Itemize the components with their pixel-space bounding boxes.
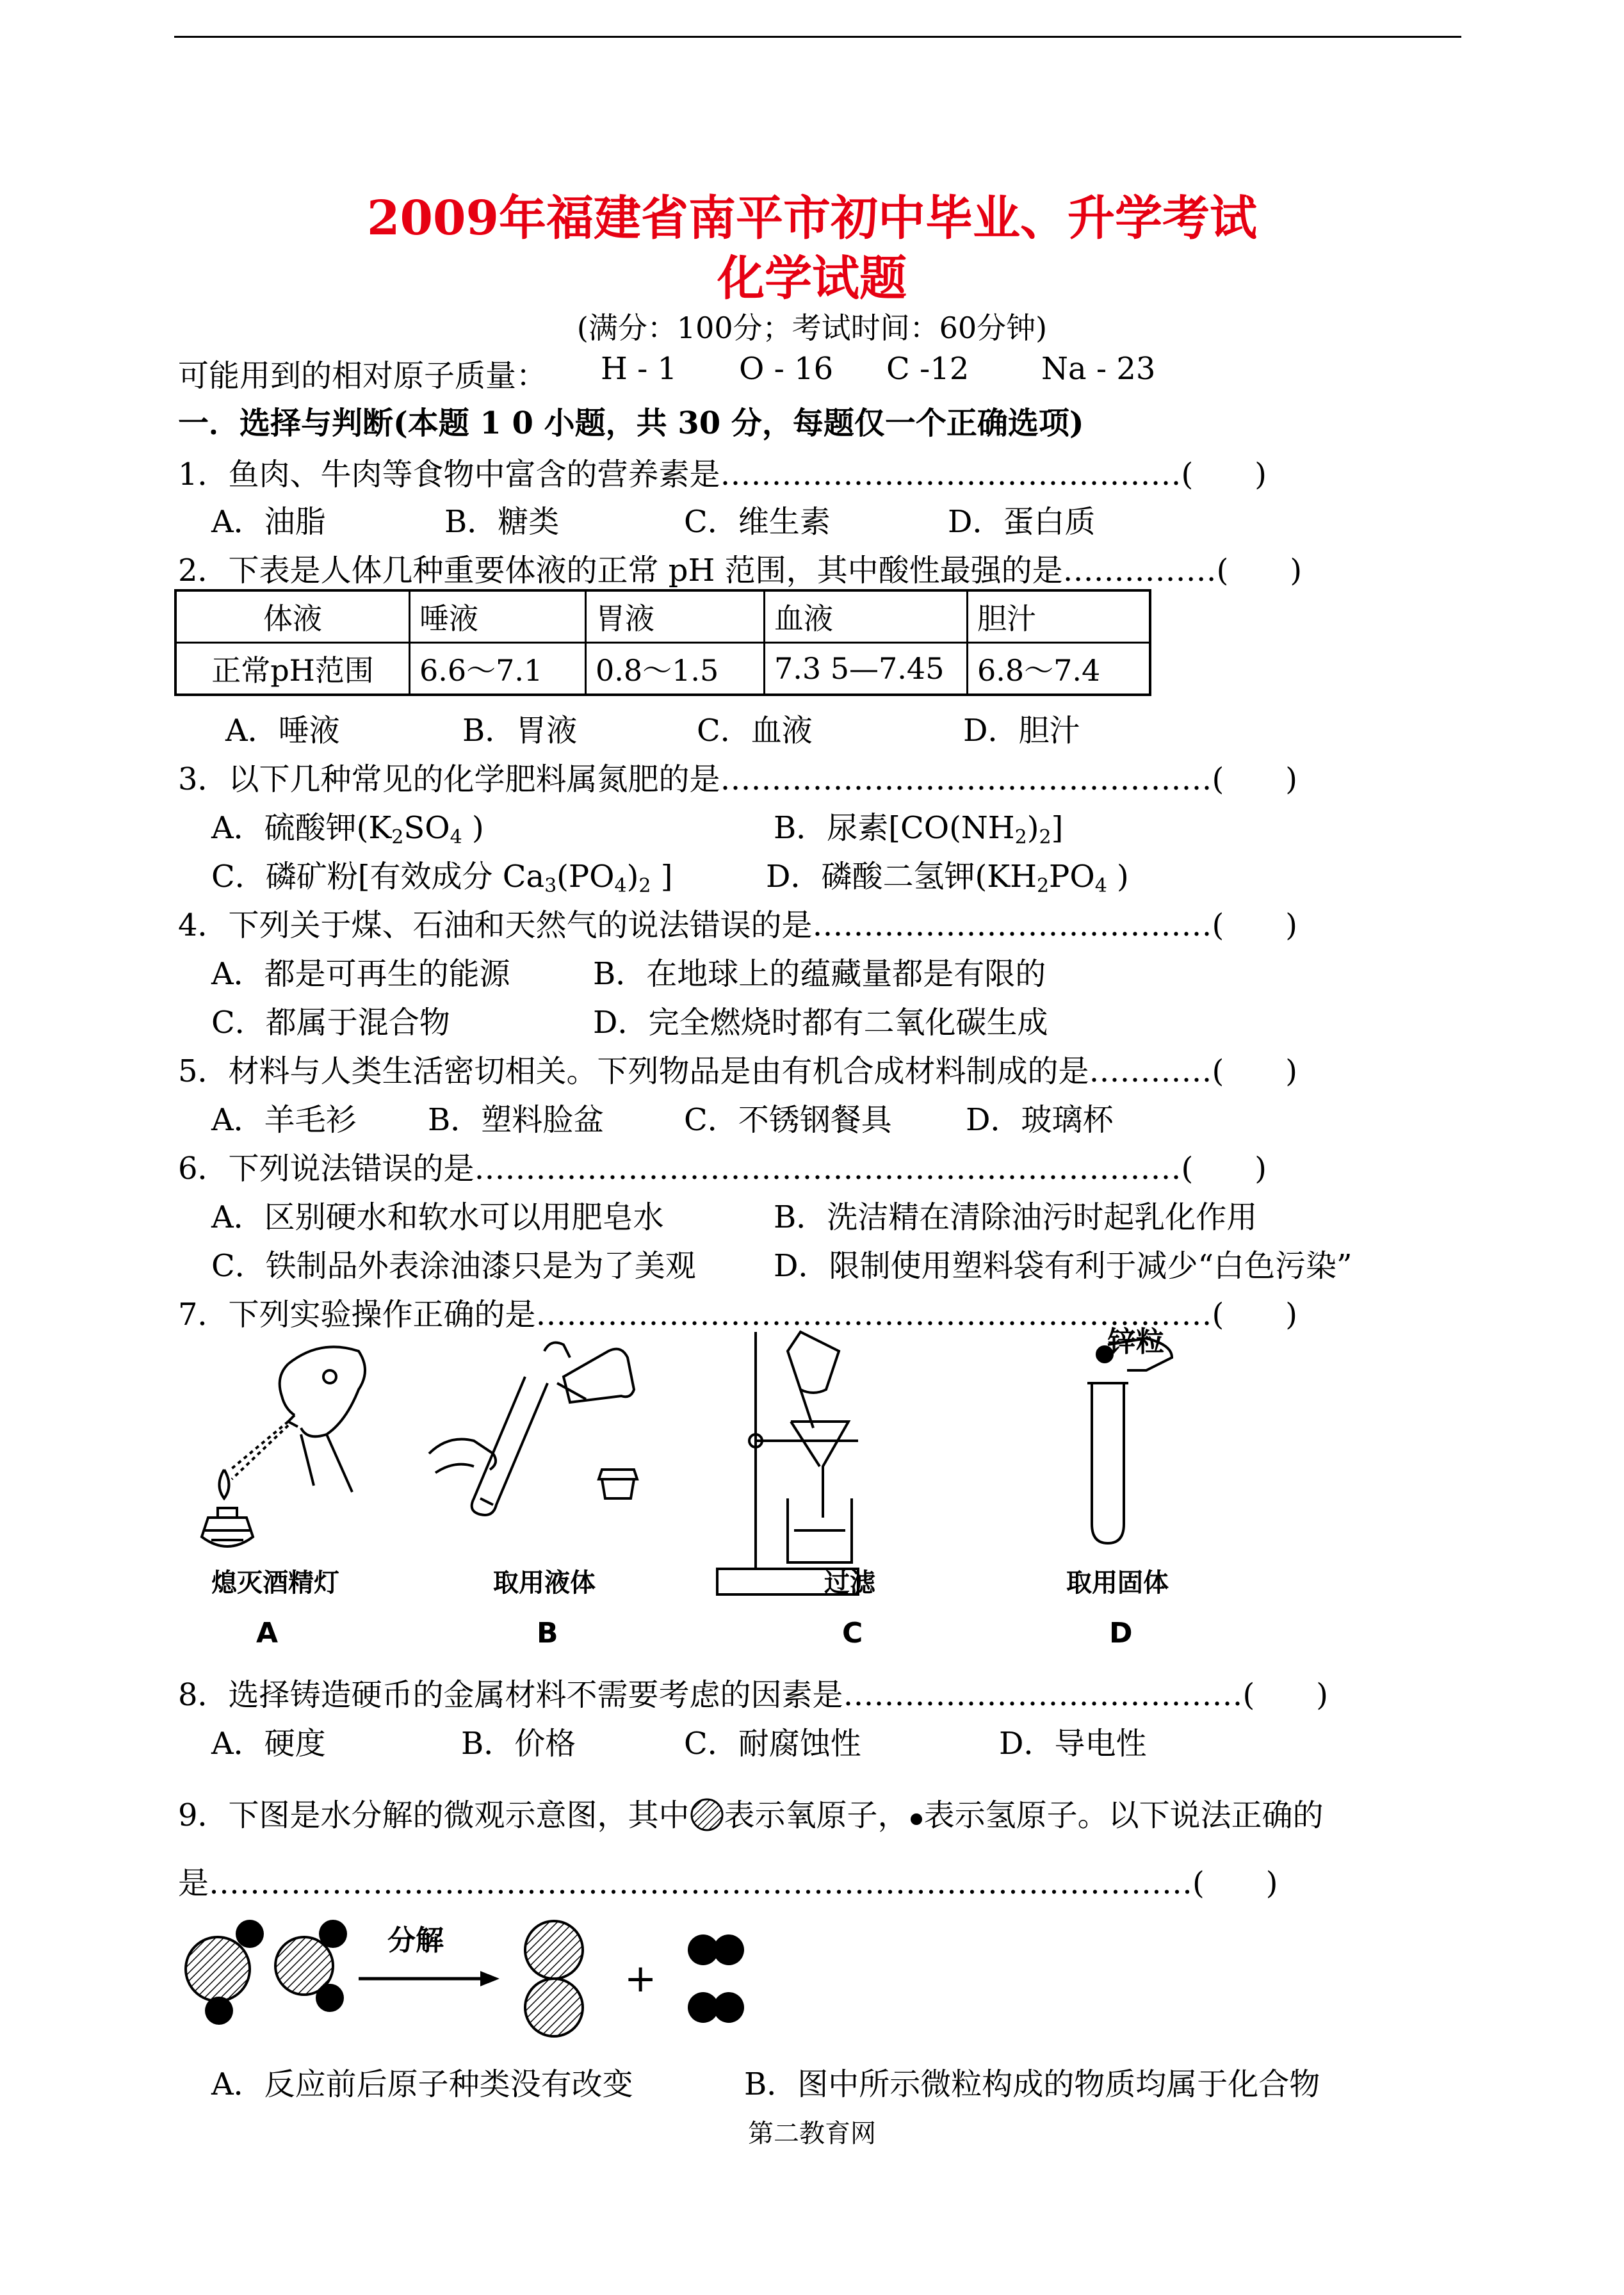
ph-table-row xyxy=(175,643,1150,695)
ph-table-cell: 6.8～7.4 xyxy=(968,643,1151,695)
zinc-label: 锌粒 xyxy=(1108,1326,1164,1358)
atomic-mass-label: 可能用到的相对原子质量： xyxy=(178,358,548,394)
q5-option-c: C．不锈钢餐具 xyxy=(684,1102,892,1138)
q4-stem: 4．下列关于煤、石油和天然气的说法错误的是…………………………………( ) xyxy=(178,907,1297,943)
hydrogen-molecules xyxy=(688,1934,744,2023)
hydrogen-atom-icon xyxy=(909,1812,924,1827)
atomic-mass-h: H - 1 xyxy=(601,351,678,387)
ph-table-cell: 正常pH范围 xyxy=(175,643,410,695)
q1-stem: 1．鱼肉、牛肉等食物中富含的营养素是………………………………………( ) xyxy=(178,457,1267,492)
oxygen-molecule xyxy=(525,1921,583,2036)
ph-table-cell: 7.3 5—7.45 xyxy=(765,643,968,695)
caption-d: 取用固体 xyxy=(1066,1568,1169,1598)
q6-option-d: D．限制使用塑料袋有利于减少“白色污染” xyxy=(774,1248,1352,1284)
q9-stem-continued: 是……………………………………………………………………………………( ) xyxy=(178,1865,1278,1901)
q6-option-b: B．洗洁精在清除油污时起乳化作用 xyxy=(774,1199,1258,1235)
q5-option-d: D．玻璃杯 xyxy=(966,1102,1114,1138)
arrow-right-icon xyxy=(359,1971,499,1986)
q8-option-b: B．价格 xyxy=(461,1726,576,1762)
ph-table-cell: 6.6～7.1 xyxy=(410,643,586,695)
exam-subtitle: 化学试题 xyxy=(717,251,907,306)
arrow-label: 分解 xyxy=(387,1924,444,1957)
q6-option-c: C．铁制品外表涂油漆只是为了美观 xyxy=(211,1248,696,1284)
caption-b: 取用液体 xyxy=(493,1568,596,1598)
exam-title: 2009年福建省南平市初中毕业、升学考试 xyxy=(367,191,1257,246)
q1-option-c: C．维生素 xyxy=(684,504,831,540)
caption-c: 过滤 xyxy=(824,1568,875,1598)
q6-stem: 6．下列说法错误的是……………………………………………………………( ) xyxy=(178,1151,1267,1187)
figure-d-zinc-granules xyxy=(1087,1338,1172,1543)
top-rule xyxy=(174,36,1461,38)
letter-d: D xyxy=(1109,1617,1133,1650)
q5-stem: 5．材料与人类生活密切相关。下列物品是由有机合成材料制成的是…………( ) xyxy=(178,1053,1297,1089)
ph-table-cell: 胆汁 xyxy=(968,590,1151,643)
q4-option-d: D．完全燃烧时都有二氧化碳生成 xyxy=(593,1005,1048,1041)
q9-option-b: B．图中所示微粒构成的物质均属于化合物 xyxy=(744,2066,1320,2102)
ph-table xyxy=(174,589,1151,696)
ph-table-cell: 唾液 xyxy=(410,590,586,643)
q1-option-d: D．蛋白质 xyxy=(948,504,1096,540)
q1-option-b: B．糖类 xyxy=(444,504,560,540)
q3-stem: 3．以下几种常见的化学肥料属氮肥的是…………………………………………( ) xyxy=(178,761,1297,797)
ph-table-cell: 0.8～1.5 xyxy=(586,643,765,695)
oxygen-atom-icon xyxy=(690,1797,724,1832)
q2-option-d: D．胆汁 xyxy=(963,713,1080,749)
ph-table-cell: 胃液 xyxy=(586,590,765,643)
q9-stem: 9．下图是水分解的微观示意图，其中 表示氧原子， 表示氢原子。以下说法正确的 xyxy=(178,1797,1324,1833)
letter-b: B xyxy=(537,1617,558,1650)
q1-option-a: A．油脂 xyxy=(211,504,326,540)
q8-stem: 8．选择铸造硬币的金属材料不需要考虑的因素是…………………………………( ) xyxy=(178,1677,1328,1713)
exam-meta: (满分：100分；考试时间：60分钟) xyxy=(576,311,1048,345)
q9-option-a: A．反应前后原子种类没有改变 xyxy=(211,2066,633,2102)
q6-option-a: A．区别硬水和软水可以用肥皂水 xyxy=(211,1199,664,1235)
water-molecule-1 xyxy=(186,1920,264,2025)
q2-stem: 2．下表是人体几种重要体液的正常 pH 范围，其中酸性最强的是……………( ) xyxy=(178,553,1303,588)
caption-a: 熄灭酒精灯 xyxy=(211,1568,339,1598)
q3-option-a: A．硫酸钾($K_2SO_4$ ) xyxy=(211,810,484,848)
atomic-mass-na: Na - 23 xyxy=(1041,351,1156,387)
q2-option-c: C．血液 xyxy=(697,713,813,749)
q3-option-b: B．尿素$[CO(NH_2)_2]$ xyxy=(774,810,1064,848)
letter-c: C xyxy=(842,1617,863,1650)
atomic-mass-o: O - 16 xyxy=(739,351,834,387)
q4-option-a: A．都是可再生的能源 xyxy=(211,956,510,992)
q4-option-b: B．在地球上的蕴藏量都是有限的 xyxy=(593,956,1046,992)
q8-option-c: C．耐腐蚀性 xyxy=(684,1726,861,1762)
q8-option-d: D．导电性 xyxy=(999,1726,1147,1762)
figure-b-pouring-liquid xyxy=(429,1343,637,1515)
section-heading: 一．选择与判断(本题 1 0 小题，共 30 分，每题仅一个正确选项) xyxy=(178,405,1084,441)
q7-stem: 7．下列实验操作正确的是…………………………………………………………( ) xyxy=(178,1297,1297,1333)
q8-option-a: A．硬度 xyxy=(211,1726,326,1762)
q2-option-b: B．胃液 xyxy=(462,713,578,749)
q2-option-a: A．唾液 xyxy=(225,713,340,749)
figure-c-filtration xyxy=(717,1332,858,1594)
plus-sign: + xyxy=(624,1956,657,2001)
water-molecule-2 xyxy=(275,1920,347,2012)
ph-table-cell: 血液 xyxy=(765,590,968,643)
ph-table-header-row xyxy=(175,590,1150,643)
q3-option-c: C．磷矿粉[有效成分 $Ca_3(PO_4)_2$ ] xyxy=(211,859,673,897)
atomic-mass-c: C -12 xyxy=(886,351,970,387)
q3-option-d: D．磷酸二氢钾($KH_2PO_4$ ) xyxy=(766,859,1129,897)
letter-a: A xyxy=(256,1617,279,1650)
footer: 第二教育网 xyxy=(748,2119,876,2148)
q5-option-a: A．羊毛衫 xyxy=(211,1102,357,1138)
lab-operations-figure xyxy=(186,1326,1262,1665)
ph-table-cell: 体液 xyxy=(175,590,410,643)
q4-option-c: C．都属于混合物 xyxy=(211,1005,450,1041)
q5-option-b: B．塑料脸盆 xyxy=(428,1102,605,1138)
figure-a-blowing-lamp xyxy=(202,1347,365,1546)
water-decomposition-figure xyxy=(173,1915,788,2043)
